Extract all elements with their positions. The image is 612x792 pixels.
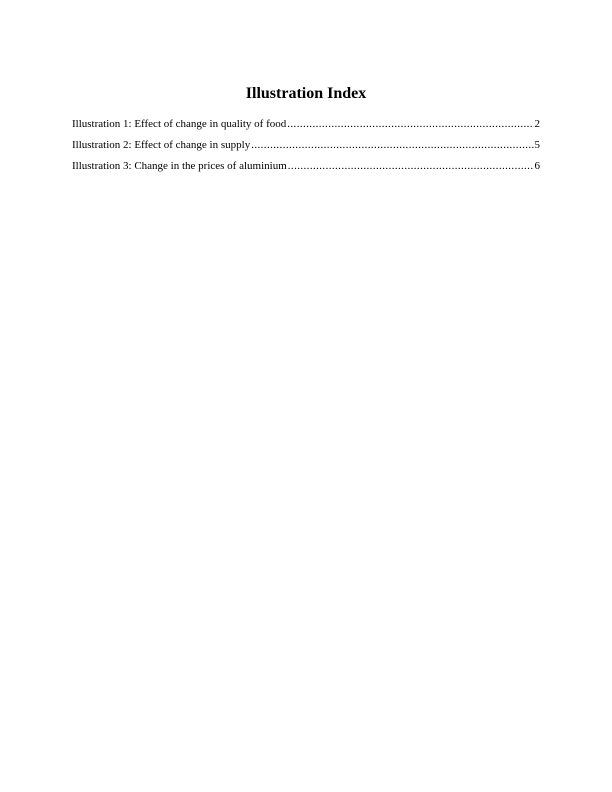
- dot-leader: [288, 158, 534, 174]
- entry-label: Illustration 1: Effect of change in quality of food: [72, 118, 287, 130]
- entry-label: Illustration 2: Effect of change in supply: [72, 139, 251, 151]
- entry-page-number: 6: [534, 160, 540, 172]
- index-entry-1[interactable]: [72, 116, 540, 137]
- illustration-index-list: [72, 116, 540, 179]
- entry-label: Illustration 3: Change in the prices of aluminium: [72, 160, 287, 172]
- index-entry-2[interactable]: [72, 137, 540, 158]
- dot-leader: [251, 137, 533, 153]
- index-title: Illustration Index: [245, 85, 367, 102]
- index-entry-3[interactable]: [72, 158, 540, 179]
- dot-leader: [287, 116, 533, 132]
- entry-page-number: 5: [534, 139, 540, 151]
- entry-page-number: 2: [534, 118, 540, 130]
